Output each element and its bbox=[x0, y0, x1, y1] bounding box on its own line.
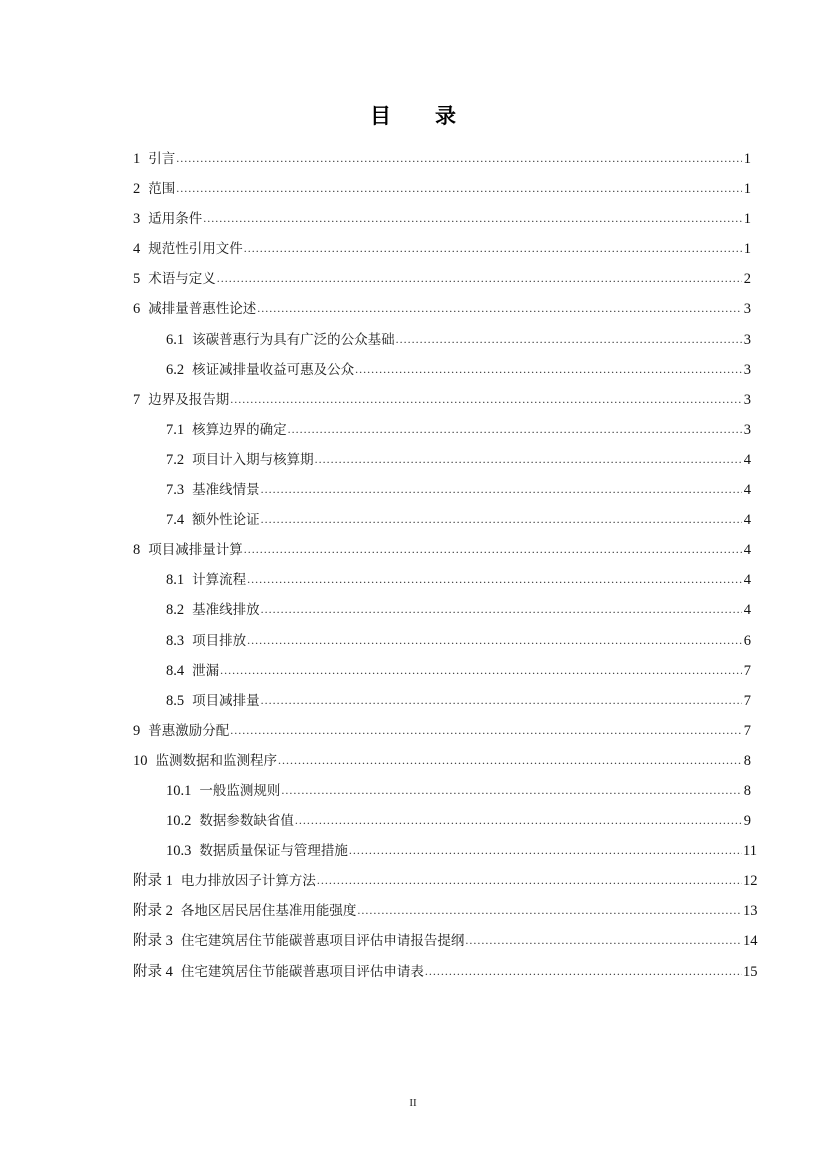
toc-entry-number: 10.1 bbox=[166, 782, 192, 799]
dot-leader bbox=[261, 596, 742, 622]
toc-entry-label: 计算流程 bbox=[192, 572, 247, 589]
toc-entry-number: 7 bbox=[133, 391, 141, 408]
toc-entry-number: 7.4 bbox=[166, 512, 185, 529]
dot-leader bbox=[244, 536, 742, 562]
toc-entry-label: 住宅建筑居住节能碳普惠项目评估申请报告提纲 bbox=[180, 933, 465, 950]
toc-entry-number: 8 bbox=[133, 542, 141, 559]
dot-leader bbox=[230, 386, 742, 412]
toc-entry-label: 项目排放 bbox=[192, 632, 247, 649]
dot-leader bbox=[281, 777, 742, 803]
toc-entry-page: 1 bbox=[743, 241, 751, 258]
toc-entry-number: 1 bbox=[133, 151, 141, 167]
toc-entry-label: 基准线情景 bbox=[192, 482, 260, 499]
toc-subentry[interactable] bbox=[133, 447, 751, 477]
toc-entry-page: 8 bbox=[743, 782, 751, 799]
toc-entry-page: 7 bbox=[743, 722, 751, 739]
toc-entry-number: 10 bbox=[133, 752, 148, 769]
toc-entry-label: 术语与定义 bbox=[148, 271, 216, 288]
toc-entry-number: 7.3 bbox=[166, 482, 185, 499]
dot-leader bbox=[244, 235, 742, 261]
dot-leader bbox=[355, 356, 742, 382]
dot-leader bbox=[278, 747, 742, 773]
toc-entry-label: 适用条件 bbox=[148, 211, 203, 228]
dot-leader bbox=[176, 175, 742, 201]
dot-leader bbox=[257, 295, 742, 321]
page-title bbox=[0, 100, 826, 130]
dot-leader bbox=[203, 205, 742, 231]
toc-entry-page: 14 bbox=[743, 933, 758, 950]
dot-leader bbox=[247, 566, 742, 592]
toc-entry-number: 6.1 bbox=[166, 331, 185, 348]
dot-leader bbox=[176, 145, 742, 171]
dot-leader bbox=[357, 897, 742, 923]
page-title-part-2: 录 bbox=[435, 104, 456, 128]
toc-entry[interactable] bbox=[133, 718, 751, 748]
toc-subentry[interactable] bbox=[133, 658, 751, 688]
toc-entry-label: 各地区居民居住基准用能强度 bbox=[180, 903, 357, 920]
dot-leader bbox=[261, 687, 742, 713]
toc-entry[interactable] bbox=[133, 537, 751, 567]
toc-entry-page: 6 bbox=[743, 632, 751, 649]
dot-leader bbox=[465, 927, 742, 953]
toc-entry-number: 附录 1 bbox=[133, 873, 173, 890]
toc-entry-label: 核证减排量收益可惠及公众 bbox=[192, 361, 355, 378]
toc-entry-page: 4 bbox=[743, 451, 751, 468]
toc-entry[interactable] bbox=[133, 748, 751, 778]
toc-entry-number: 10.2 bbox=[166, 813, 192, 830]
toc-entry-label: 电力排放因子计算方法 bbox=[180, 873, 316, 890]
toc-entry-label: 引言 bbox=[148, 151, 176, 167]
toc-entry-label: 普惠激励分配 bbox=[148, 722, 230, 739]
dot-leader bbox=[230, 717, 742, 743]
toc-entry-page: 2 bbox=[743, 271, 751, 288]
toc-entry-page: 9 bbox=[743, 813, 751, 830]
toc-subentry[interactable] bbox=[133, 597, 751, 627]
toc-entry-label: 数据质量保证与管理措施 bbox=[199, 843, 348, 860]
toc-entry-number: 附录 4 bbox=[133, 963, 173, 980]
toc-entry-number: 10.3 bbox=[166, 843, 192, 860]
toc-entry-label: 减排量普惠性论述 bbox=[148, 301, 257, 318]
toc-subentry[interactable] bbox=[133, 778, 751, 808]
toc-entry-page: 4 bbox=[743, 512, 751, 529]
toc-entry-label: 该碳普惠行为具有广泛的公众基础 bbox=[192, 331, 395, 348]
toc-entry[interactable] bbox=[133, 176, 751, 206]
toc-entry-label: 项目减排量 bbox=[192, 692, 260, 709]
toc-entry-page: 3 bbox=[743, 331, 751, 348]
dot-leader bbox=[288, 416, 742, 442]
toc-appendix-entry[interactable] bbox=[133, 959, 758, 989]
toc-entry-page: 7 bbox=[743, 662, 751, 679]
toc-subentry[interactable] bbox=[133, 507, 751, 537]
toc-entry-number: 附录 3 bbox=[133, 933, 173, 950]
toc-entry-label: 规范性引用文件 bbox=[148, 241, 243, 258]
dot-leader bbox=[247, 627, 742, 653]
toc-subentry[interactable] bbox=[133, 688, 751, 718]
page-number-footer: II bbox=[409, 1097, 417, 1109]
toc-entry-page: 3 bbox=[743, 391, 751, 408]
toc-entry-number: 6.2 bbox=[166, 361, 185, 378]
dot-leader bbox=[349, 837, 742, 863]
toc-subentry[interactable] bbox=[133, 417, 751, 447]
toc-entry-number: 5 bbox=[133, 271, 141, 288]
toc-entry-number: 附录 2 bbox=[133, 903, 173, 920]
toc-entry-page: 4 bbox=[743, 542, 751, 559]
toc-entry-label: 数据参数缺省值 bbox=[199, 813, 294, 830]
toc-entry-page: 11 bbox=[743, 843, 757, 860]
toc-entry-label: 住宅建筑居住节能碳普惠项目评估申请表 bbox=[180, 963, 424, 980]
toc-entry[interactable] bbox=[133, 236, 751, 266]
toc-entry-label: 核算边界的确定 bbox=[192, 421, 287, 438]
toc-entry-label: 项目计入期与核算期 bbox=[192, 451, 314, 468]
toc-entry[interactable] bbox=[133, 266, 751, 296]
toc-subentry[interactable] bbox=[133, 838, 757, 868]
toc-entry-page: 15 bbox=[743, 963, 758, 980]
toc-entry-label: 监测数据和监测程序 bbox=[155, 752, 277, 769]
toc-entry-number: 9 bbox=[133, 722, 141, 739]
dot-leader bbox=[295, 807, 742, 833]
toc-entry-number: 4 bbox=[133, 241, 141, 258]
toc-subentry[interactable] bbox=[133, 628, 751, 658]
toc-entry-number: 8.2 bbox=[166, 602, 185, 619]
toc-entry[interactable] bbox=[133, 206, 751, 236]
toc-entry-label: 范围 bbox=[148, 181, 176, 198]
toc-entry-page: 4 bbox=[743, 482, 751, 499]
dot-leader bbox=[317, 867, 742, 893]
toc-appendix-entry[interactable] bbox=[133, 928, 758, 958]
dot-leader bbox=[261, 506, 742, 532]
dot-leader bbox=[425, 958, 742, 984]
toc-entry-page: 1 bbox=[743, 151, 751, 167]
toc-entry-label: 一般监测规则 bbox=[199, 782, 281, 799]
toc-entry[interactable] bbox=[133, 146, 751, 176]
toc-entry[interactable] bbox=[133, 296, 751, 326]
toc-entry-number: 3 bbox=[133, 211, 141, 228]
toc-entry-number: 6 bbox=[133, 301, 141, 318]
toc-entry-label: 基准线排放 bbox=[192, 602, 260, 619]
toc-entry[interactable] bbox=[133, 387, 751, 417]
toc-entry-number: 8.3 bbox=[166, 632, 185, 649]
toc-subentry[interactable] bbox=[133, 808, 751, 838]
toc-entry-page: 7 bbox=[743, 692, 751, 709]
page-title-part-1: 目 bbox=[370, 104, 391, 128]
toc-entry-page: 12 bbox=[743, 873, 758, 890]
dot-leader bbox=[217, 265, 742, 291]
dot-leader bbox=[315, 446, 742, 472]
toc-appendix-entry[interactable] bbox=[133, 868, 758, 898]
toc-entry-label: 额外性论证 bbox=[192, 512, 260, 529]
toc-entry-number: 7.2 bbox=[166, 451, 185, 468]
dot-leader bbox=[220, 657, 742, 683]
toc-subentry[interactable] bbox=[133, 357, 751, 387]
dot-leader bbox=[396, 326, 742, 352]
toc-entry-page: 3 bbox=[743, 361, 751, 378]
toc-entry-page: 1 bbox=[743, 211, 751, 228]
toc-entry-page: 1 bbox=[743, 181, 751, 198]
toc-entry-page: 4 bbox=[743, 572, 751, 589]
toc-entry-page: 8 bbox=[743, 752, 751, 769]
toc-subentry[interactable] bbox=[133, 567, 751, 597]
toc-appendix-entry[interactable] bbox=[133, 898, 758, 928]
toc-entry-label: 项目减排量计算 bbox=[148, 542, 243, 559]
toc-entry-number: 8.5 bbox=[166, 692, 185, 709]
toc-entry-page: 3 bbox=[743, 301, 751, 318]
toc-entry-page: 13 bbox=[743, 903, 758, 920]
toc-entry-label: 边界及报告期 bbox=[148, 391, 230, 408]
table-of-contents bbox=[133, 146, 758, 989]
toc-subentry[interactable] bbox=[133, 327, 751, 357]
toc-entry-page: 3 bbox=[743, 421, 751, 438]
toc-entry-number: 7.1 bbox=[166, 421, 185, 438]
dot-leader bbox=[261, 476, 742, 502]
toc-entry-page: 4 bbox=[743, 602, 751, 619]
toc-entry-number: 2 bbox=[133, 181, 141, 198]
toc-entry-number: 8.4 bbox=[166, 662, 185, 679]
toc-entry-label: 泄漏 bbox=[192, 662, 220, 679]
toc-subentry[interactable] bbox=[133, 477, 751, 507]
toc-entry-number: 8.1 bbox=[166, 572, 185, 589]
